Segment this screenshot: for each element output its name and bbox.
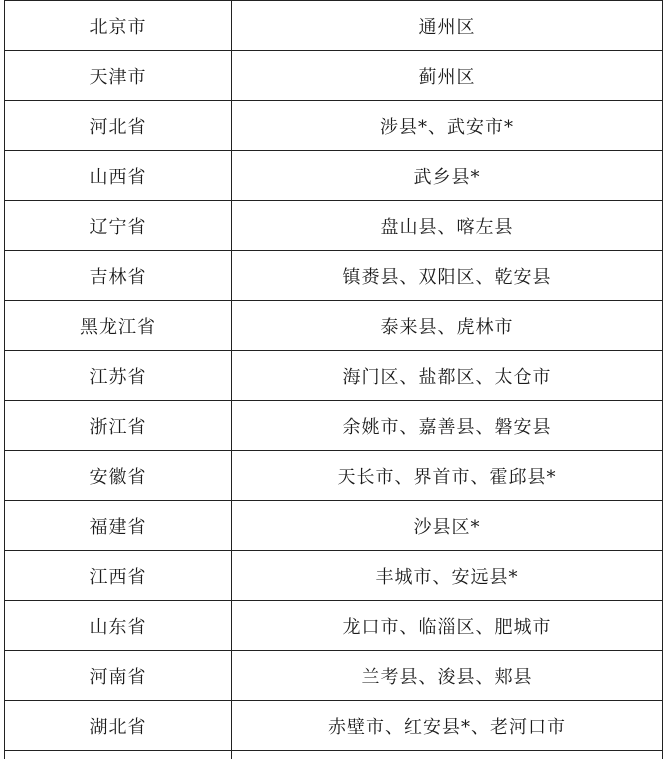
province-cell: 浙江省 [5,401,232,451]
table-row [5,401,663,451]
table-row [5,601,663,651]
region-table [4,0,663,759]
province-cell: 福建省 [5,501,232,551]
table-row [5,251,663,301]
province-cell: 吉林省 [5,251,232,301]
table-row [5,1,663,51]
province-cell-empty [5,751,232,760]
counties-cell: 镇赉县、双阳区、乾安县 [232,251,663,301]
province-cell: 山西省 [5,151,232,201]
counties-cell: 沙县区* [232,501,663,551]
province-cell: 天津市 [5,51,232,101]
counties-cell: 龙口市、临淄区、肥城市 [232,601,663,651]
counties-cell: 泰来县、虎林市 [232,301,663,351]
table-row [5,501,663,551]
counties-cell: 盘山县、喀左县 [232,201,663,251]
counties-cell-empty [232,751,663,760]
counties-cell: 武乡县* [232,151,663,201]
region-table-container [4,0,660,759]
province-cell: 江西省 [5,551,232,601]
counties-cell: 天长市、界首市、霍邱县* [232,451,663,501]
table-row [5,551,663,601]
province-cell: 河北省 [5,101,232,151]
counties-cell: 兰考县、浚县、郏县 [232,651,663,701]
region-table-body [5,1,663,760]
counties-cell: 余姚市、嘉善县、磐安县 [232,401,663,451]
table-row [5,151,663,201]
province-cell: 河南省 [5,651,232,701]
counties-cell: 丰城市、安远县* [232,551,663,601]
table-row [5,301,663,351]
table-row [5,101,663,151]
table-row [5,451,663,501]
table-row [5,351,663,401]
province-cell: 辽宁省 [5,201,232,251]
table-row-cut-off [5,751,663,760]
table-row [5,201,663,251]
table-row [5,701,663,751]
counties-cell: 赤壁市、红安县*、老河口市 [232,701,663,751]
counties-cell: 蓟州区 [232,51,663,101]
counties-cell: 海门区、盐都区、太仓市 [232,351,663,401]
counties-cell: 通州区 [232,1,663,51]
table-row [5,51,663,101]
province-cell: 黑龙江省 [5,301,232,351]
province-cell: 山东省 [5,601,232,651]
table-row [5,651,663,701]
province-cell: 江苏省 [5,351,232,401]
counties-cell: 涉县*、武安市* [232,101,663,151]
province-cell: 湖北省 [5,701,232,751]
province-cell: 安徽省 [5,451,232,501]
province-cell: 北京市 [5,1,232,51]
